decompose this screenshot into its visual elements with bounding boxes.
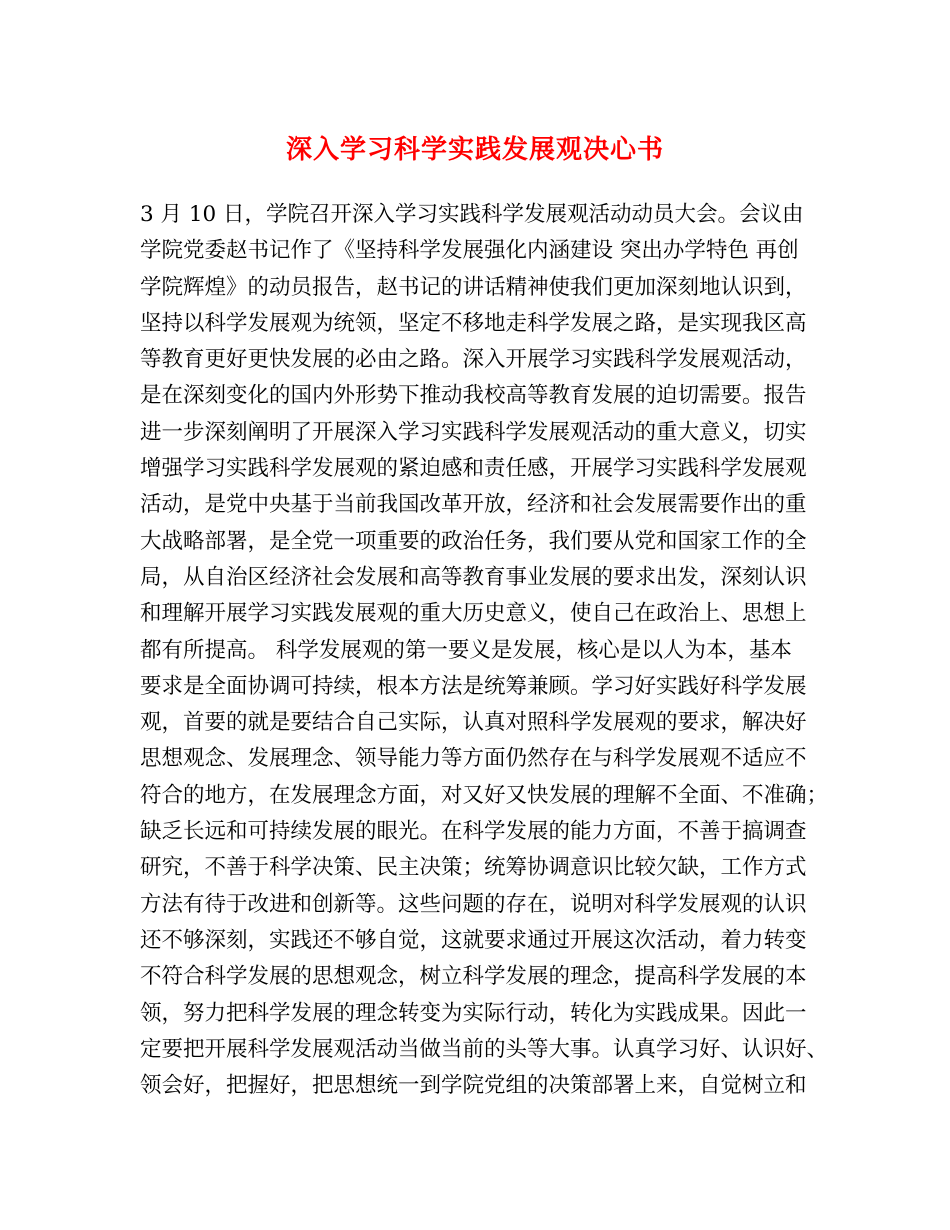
body-line: 领，努力把科学发展的理念转变为实际行动，转化为实践成果。因此一 [140,1000,807,1026]
body-line: 3 月 10 日，学院召开深入学习实践科学发展观活动动员大会。会议由 [140,202,804,227]
body-line: 观，首要的就是要结合自己实际，认真对照科学发展观的要求，解决好 [140,710,807,736]
body-line: 等教育更好更快发展的必由之路。深入开展学习实践科学发展观活动， [140,347,807,373]
body-line: 思想观念、发展理念、领导能力等方面仍然存在与科学发展观不适应不 [140,746,807,772]
body-line: 活动，是党中央基于当前我国改革开放，经济和社会发展需要作出的重 [140,492,807,518]
body-line: 进一步深刻阐明了开展深入学习实践科学发展观活动的重大意义，切实 [140,419,807,445]
body-line: 要求是全面协调可持续，根本方法是统筹兼顾。学习好实践好科学发展 [140,673,807,699]
body-line: 和理解开展学习实践发展观的重大历史意义，使自己在政治上、思想上 [140,601,807,627]
body-line: 符合的地方，在发展理念方面，对又好又快发展的理解不全面、不准确； [140,782,829,808]
body-line: 还不够深刻，实践还不够自觉，这就要求通过开展这次活动，着力转变 [140,927,807,953]
body-line: 增强学习实践科学发展观的紧迫感和责任感，开展学习实践科学发展观 [140,456,807,482]
body-line: 学院辉煌》的动员报告，赵书记的讲话精神使我们更加深刻地认识到， [140,274,807,300]
body-line: 是在深刻变化的国内外形势下推动我校高等教育发展的迫切需要。报告 [140,383,807,409]
body-line: 领会好，把握好，把思想统一到学院党组的决策部署上来，自觉树立和 [140,1073,807,1099]
body-line: 研究，不善于科学决策、民主决策；统筹协调意识比较欠缺，工作方式 [140,855,807,881]
body-line: 缺乏长远和可持续发展的眼光。在科学发展的能力方面，不善于搞调查 [140,819,807,845]
body-line: 大战略部署，是全党一项重要的政治任务，我们要从党和国家工作的全 [140,528,807,554]
body-line: 不符合科学发展的思想观念，树立科学发展的理念，提高科学发展的本 [140,964,807,990]
document-body [140,197,829,1104]
body-line: 坚持以科学发展观为统领，坚定不移地走科学发展之路，是实现我区高 [140,310,807,336]
body-line: 方法有待于改进和创新等。这些问题的存在，说明对科学发展观的认识 [140,891,807,917]
document-title: 深入学习科学实践发展观决心书 [285,135,664,165]
body-line: 局，从自治区经济社会发展和高等教育事业发展的要求出发，深刻认识 [140,564,807,590]
body-line: 都有所提高。 科学发展观的第一要义是发展，核心是以人为本，基本 [140,637,792,663]
body-line: 定要把开展科学发展观活动当做当前的头等大事。认真学习好、认识好、 [140,1036,829,1062]
body-line: 学院党委赵书记作了《坚持科学发展强化内涵建设 突出办学特色 再创 [140,238,799,264]
